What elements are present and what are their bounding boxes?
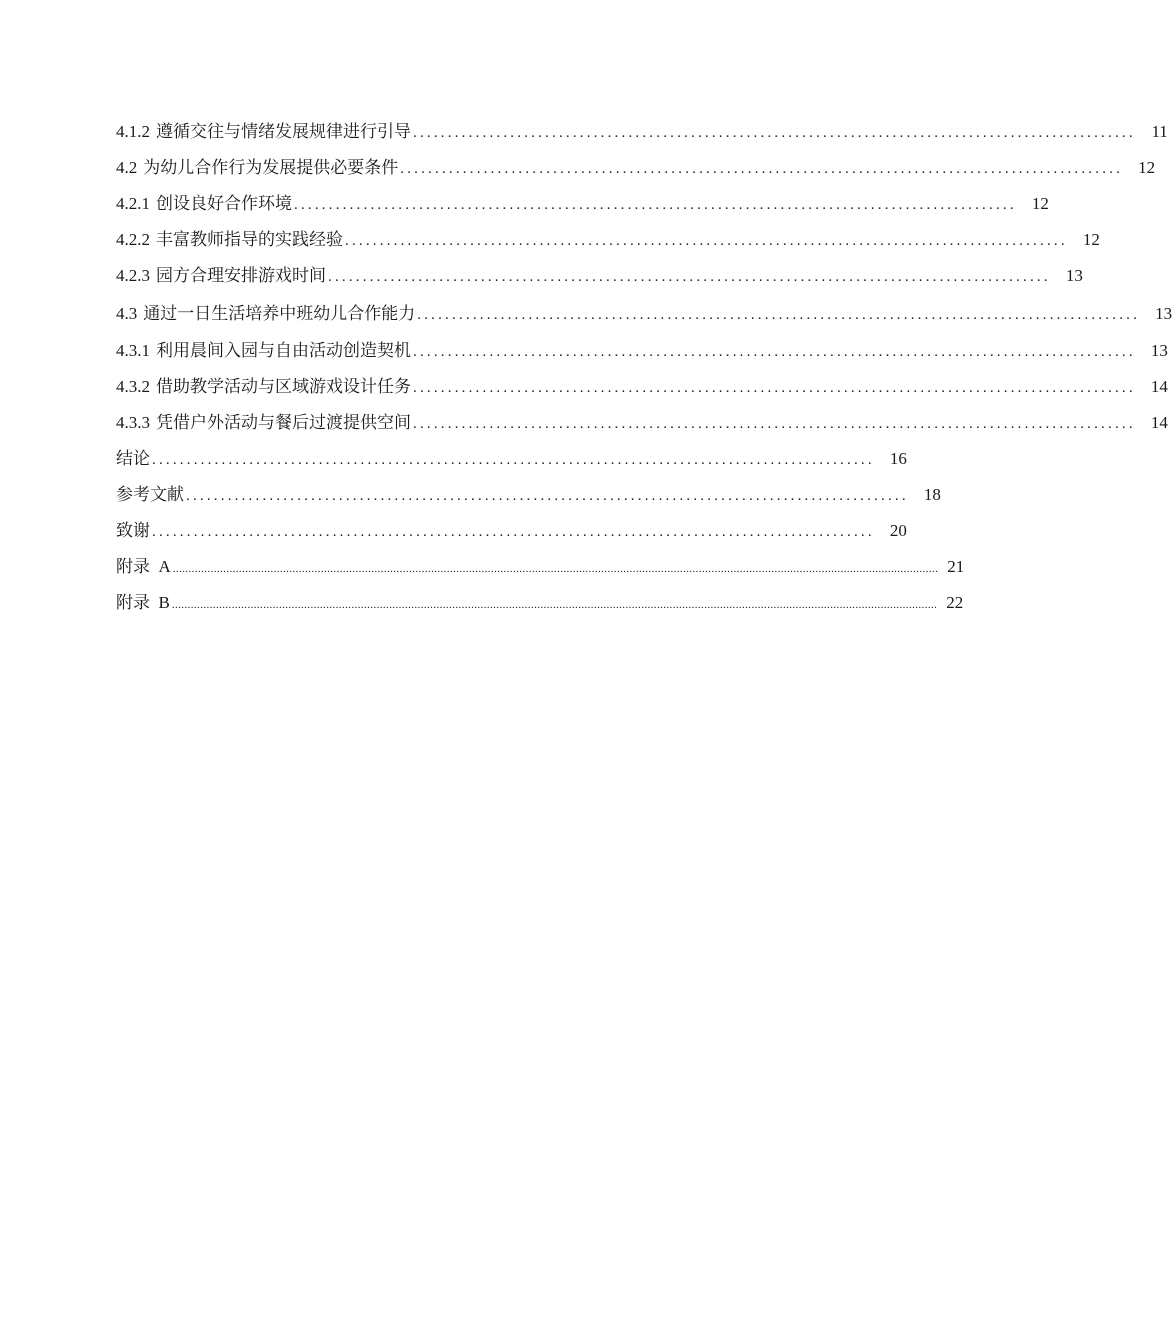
toc-entry-title: 致谢 [116,521,150,540]
toc-entry-title: 创设良好合作环境 [156,194,292,213]
toc-entry-title: 丰富教师指导的实践经验 [156,230,343,249]
toc-entry-conclusion[interactable] [116,441,907,477]
dot-leader: ........................................................................................................ [417,307,1141,323]
dot-leader: ........................................................................................................ [294,197,1017,213]
dot-leader: ........................................................................................................ [413,416,1136,432]
toc-entry-label [116,294,415,333]
dot-leader: ........................................................................................................ [152,524,875,540]
toc-entry-number: 4.2 [116,158,138,177]
dot-leader: ........................................................................................................ [186,488,909,504]
toc-entry-references[interactable] [116,477,941,513]
toc-entry-title: 附录 A [116,557,171,576]
dot-leader: ........................................................................................................ [328,269,1051,285]
toc-entry-page: 20 [889,521,907,540]
toc-entry-label [116,114,411,150]
toc-entry-title: 借助教学活动与区域游戏设计任务 [156,377,411,396]
toc-entry-4-3-3[interactable] [116,405,1168,441]
toc-entry-number: 4.3.1 [116,341,150,360]
toc-entry-appendix-b[interactable] [116,585,964,621]
toc-entry-acknowledgements[interactable] [116,513,907,549]
toc-entry-title: 园方合理安排游戏时间 [156,266,326,285]
toc-entry-page: 13 [1065,266,1083,285]
toc-entry-page: 18 [923,485,941,504]
toc-entry-number: 4.3.2 [116,377,150,396]
toc-entry-number: 4.2.2 [116,230,150,249]
toc-entry-4-2-1[interactable] [116,186,1049,222]
toc-entry-number: 4.2.3 [116,266,150,285]
dot-leader: ........................................................................................................ [152,452,875,468]
toc-entry-page: 13 [1150,341,1168,360]
dot-leader: ........................................................................................................ [413,125,1136,141]
toc-entry-label [116,222,343,258]
table-of-contents [116,114,1172,621]
toc-entry-4-3[interactable] [116,294,1172,333]
toc-entry-title: 通过一日生活培养中班幼儿合作能力 [143,304,416,323]
toc-entry-title: 遵循交往与情绪发展规律进行引导 [156,122,411,141]
toc-entry-4-3-2[interactable] [116,369,1168,405]
toc-entry-page: 13 [1155,304,1172,323]
toc-entry-title: 附录 B [116,593,170,612]
toc-entry-title: 利用晨间入园与自由活动创造契机 [156,341,411,360]
toc-entry-title: 参考文献 [116,485,184,504]
toc-entry-title: 为幼儿合作行为发展提供必要条件 [143,158,399,177]
toc-entry-title: 凭借户外活动与餐后过渡提供空间 [156,413,411,432]
toc-entry-appendix-a[interactable] [116,549,965,585]
toc-entry-title: 结论 [116,449,150,468]
toc-entry-page: 12 [1138,158,1156,177]
toc-entry-page: 21 [947,557,965,576]
toc-entry-page: 14 [1150,413,1168,432]
toc-entry-number: 4.2.1 [116,194,150,213]
toc-entry-label [116,258,326,294]
toc-entry-label [116,186,292,222]
toc-entry-label [116,150,398,186]
dot-leader: ........................................................................................................ [345,233,1068,249]
toc-entry-label [116,333,411,369]
toc-entry-page: 22 [946,593,964,612]
toc-entry-number: 4.3.3 [116,413,150,432]
dot-leader: ........................................................................................................ [400,161,1124,177]
toc-entry-page: 12 [1082,230,1100,249]
toc-entry-4-3-1[interactable] [116,333,1168,369]
dot-leader: ................................................................................................................................................................................................................................................... [171,599,938,611]
toc-entry-4-2-2[interactable] [116,222,1100,258]
toc-entry-4-2-3[interactable] [116,258,1083,294]
toc-entry-page: 11 [1151,122,1168,141]
toc-entry-label [116,369,411,405]
dot-leader: ........................................................................................................ [413,344,1136,360]
toc-entry-number: 4.3 [116,304,138,323]
toc-entry-page: 16 [889,449,907,468]
dot-leader: ........................................................................................................ [413,380,1136,396]
toc-entry-4-2[interactable] [116,150,1156,186]
dot-leader: ................................................................................................................................................................................................................................................... [172,563,939,575]
toc-entry-page: 14 [1150,377,1168,396]
toc-entry-label [116,405,411,441]
toc-entry-4-1-2[interactable] [116,114,1168,150]
toc-entry-page: 12 [1031,194,1049,213]
toc-entry-number: 4.1.2 [116,122,150,141]
